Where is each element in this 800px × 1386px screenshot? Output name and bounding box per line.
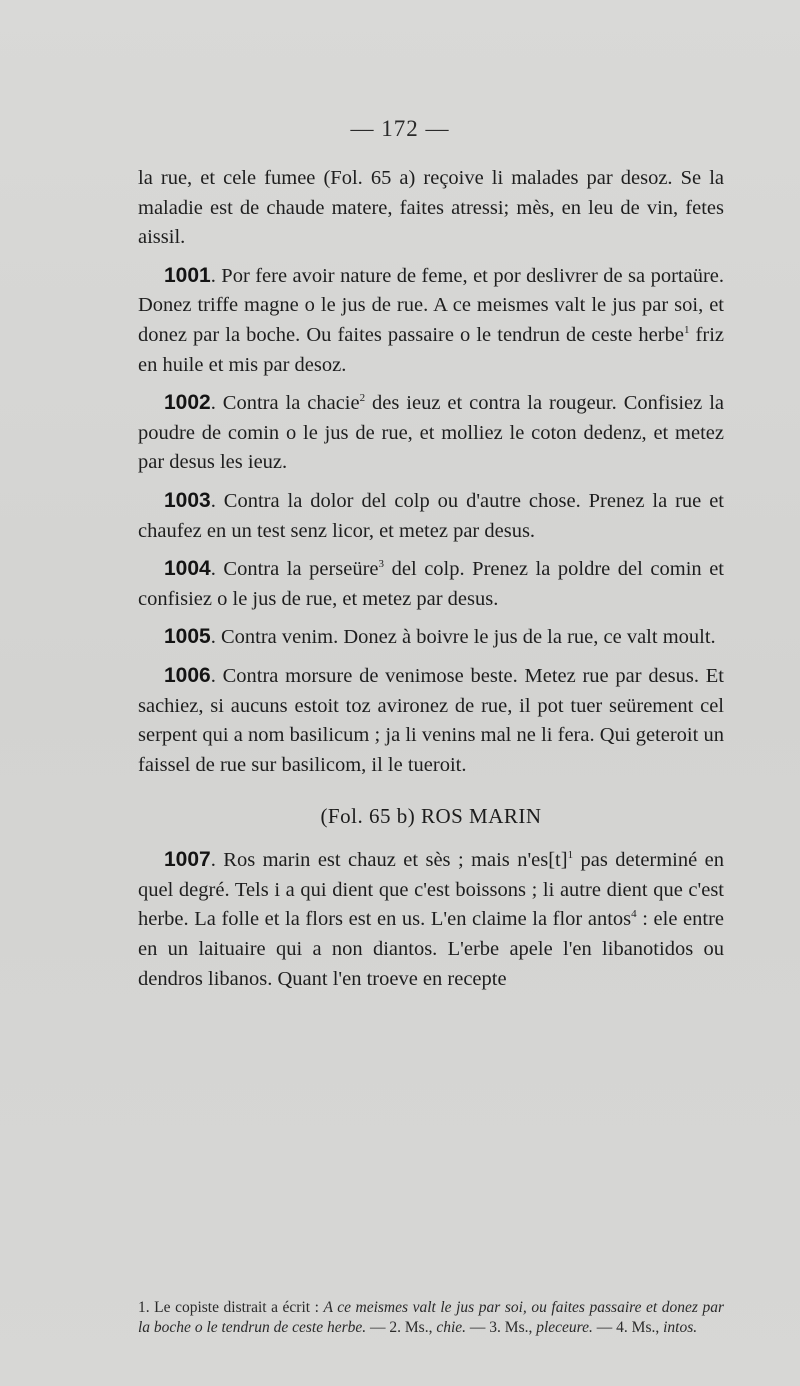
paragraph-text: . Contra venim. Donez à boivre le jus de la rue, ce valt moult. (210, 626, 716, 649)
footnote-ref: 1 (683, 324, 690, 337)
paragraph-1004 (138, 554, 724, 614)
paragraph-1002 (138, 388, 724, 478)
intro-paragraph (138, 164, 724, 253)
main-text (138, 164, 724, 994)
footnotes (138, 1298, 724, 1338)
paragraph-number: 1002 (164, 391, 211, 415)
footnote-3-value: pleceure. (536, 1319, 593, 1336)
footnote-1-label: 1. Le copiste distrait a écrit : (138, 1299, 324, 1316)
paragraph-text: . Contra la perseüre (210, 558, 379, 581)
paragraph-1005 (138, 622, 724, 653)
footnote-4-value: intos. (663, 1319, 698, 1336)
footnote-3-label: — 3. Ms., (466, 1319, 537, 1336)
paragraph-text: del colp. Prenez la poldre del comin et confisiez o le jus de rue, et metez par desus. (138, 558, 724, 610)
paragraph-number: 1006 (164, 663, 211, 687)
footnote-2-value: chie. (436, 1319, 467, 1336)
paragraph-number: 1001 (164, 263, 211, 287)
paragraph-text: friz en huile et mis par desoz. (138, 323, 724, 376)
paragraph-text: . Contra morsure de venimose beste. Metez rue par desus. Et sachiez, si aucuns estoit toz avironez de rue, il pot tuer seürement cel serpent qui a nom basilicum ; ja li venins mal ne li fera. Qui geteroit un faissel de rue sur basilicom, il le tueroit. (138, 664, 724, 776)
paragraph-text: pas determiné en quel degré. Tels i a qui dient que c'est boissons ; li autre dient que c'est herbe. La folle et la flors est en us. L'en claime la flor antos (138, 849, 725, 931)
paragraph-number: 1005 (164, 625, 211, 649)
paragraph-text: : ele entre en un laituaire qui a non diantos. L'erbe apele l'en libanotidos ou dendros libanos. Quant l'en troeve en recepte (138, 908, 724, 990)
paragraph-text: des ieuz et contra la rougeur. Confisiez la poudre de comin o le jus de rue, et molliez le coton dedenz, et metez par desus les ieuz. (138, 392, 724, 474)
page-number: — 172 — (350, 116, 450, 141)
footnote-ref: 1 (567, 849, 574, 862)
paragraph-1001 (138, 261, 724, 380)
footnote-2-label: — 2. Ms., (366, 1319, 437, 1336)
paragraph-text: . Contra la dolor del colp ou d'autre chose. Prenez la rue et chaufez en un test senz licor, et metez par desus. (138, 489, 724, 542)
paragraph-text: . Ros marin est chauz et sès ; mais n'es[t] (210, 849, 568, 872)
intro-text: la rue, et cele fumee (Fol. 65 a) reçoive li malades par desoz. Se la maladie est de chaude matere, faites atressi; mès, en leu de vin, fetes aissil. (138, 167, 724, 249)
paragraph-1007 (138, 845, 724, 994)
paragraph-number: 1007 (164, 848, 211, 872)
paragraph-1003 (138, 486, 724, 546)
footnote-1-quote: A ce meismes valt le jus par soi, ou faites passaire et donez par la boche o le tendrun de ceste herbe. (138, 1299, 724, 1336)
footnote-ref: 2 (359, 392, 366, 405)
footnote-4-label: — 4. Ms., (592, 1319, 664, 1336)
paragraph-number: 1003 (164, 488, 211, 512)
section-heading: (Fol. 65 b) ROS MARIN (320, 804, 542, 829)
paragraph-text: . Por fere avoir nature de feme, et por deslivrer de sa portaüre. Donez triffe magne o le jus de rue. A ce meismes valt le jus par soi, et donez par la boche. Ou faites passaire o le tendrun de ceste herbe (138, 264, 724, 346)
paragraph-number: 1004 (164, 557, 211, 581)
paragraph-text: . Contra la chacie (210, 392, 360, 415)
footnote-ref: 3 (378, 558, 385, 571)
footnote-ref: 4 (631, 908, 637, 921)
paragraph-1006 (138, 661, 724, 780)
